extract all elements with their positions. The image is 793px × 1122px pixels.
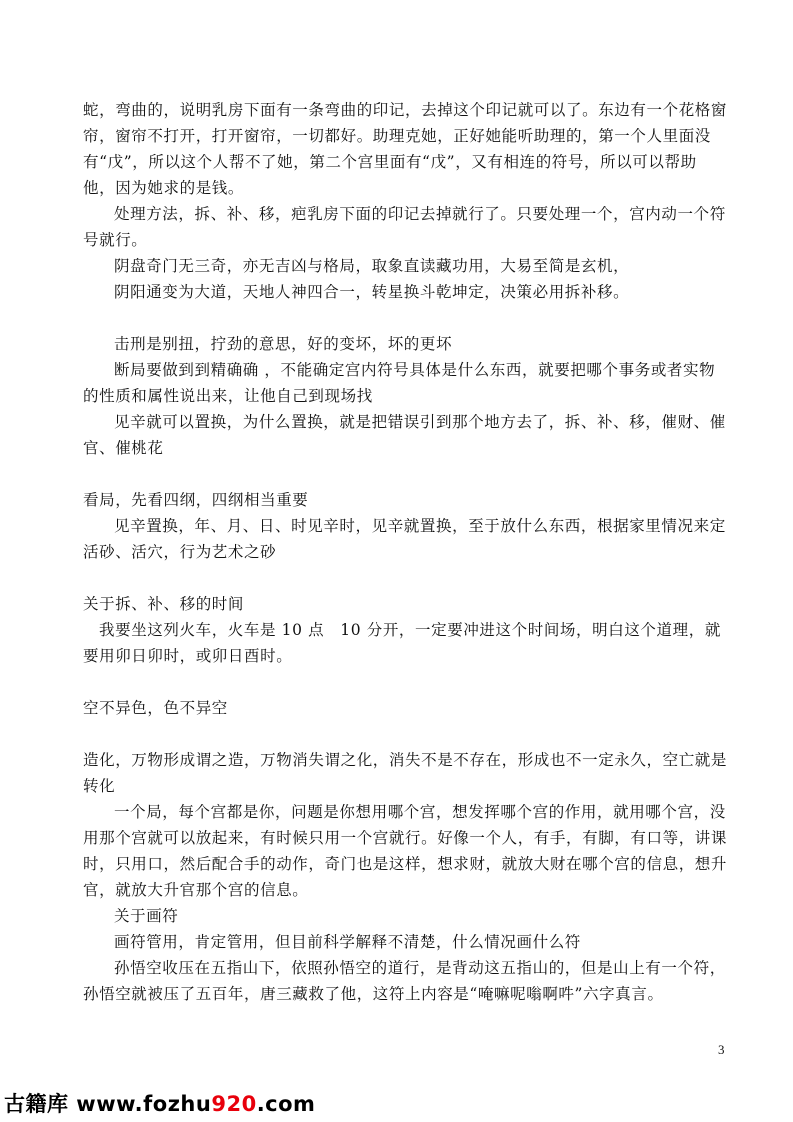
watermark-url-number: 920 — [211, 1092, 257, 1116]
watermark — [4, 1088, 315, 1118]
paragraph-11: 空不异色，色不异空 — [83, 699, 228, 717]
paragraph-14: 画符管用，肯定管用，但目前科学解释不清楚，什么情况画什么符 — [114, 933, 581, 951]
paragraph-2: 处理方法，拆、补、移，疤乳房下面的印记去掉就行了。只要处理一个，宫内动一个符号就行。 — [83, 205, 726, 249]
watermark-url-prefix: www.fozhu — [68, 1092, 212, 1116]
paragraph-8: 看局，先看四纲，四纲相当重要 — [83, 491, 309, 509]
paragraph-13: 一个局，每个宫都是你，问题是你想用哪个宫，想发挥哪个宫的作用，就用哪个宫，没用那个宫就可以放起来，有时候只用一个宫就行。好像一个人，有手，有脚，有口等，讲课时，只用口，然后配合手的动作，奇门也是这样，想求财，就放大财在哪个宫的信息，想升官，就放大升官那个宫的信息。 — [83, 803, 728, 899]
paragraph-3: 阴盘奇门无三奇，亦无吉凶与格局，取象直读藏功用，大易至简是玄机， — [114, 257, 630, 275]
paragraph-15: 孙悟空收压在五指山下，依照孙悟空的道行，是背动这五指山的，但是山上有一个符，孙悟空就被压了五百年，唐三藏救了他，这符上内容是“唵嘛呢嗡啊吽”六字真言。 — [83, 959, 726, 1003]
paragraph-5: 击刑是别扭，拧劲的意思，好的变坏，坏的更坏 — [114, 335, 453, 353]
page-number: 3 — [718, 1042, 725, 1057]
paragraph-12: 造化，万物形成谓之造，万物消失谓之化，消失不是不存在，形成也不一定永久，空亡就是转化 — [83, 751, 728, 795]
section-heading-timing: 关于拆、补、移的时间 — [83, 595, 245, 613]
paragraph-7: 见辛就可以置换，为什么置换，就是把错误引到那个地方去了，拆、补、移，催财、催官、催桃花 — [83, 413, 726, 457]
paragraph-9: 见辛置换，年、月、日、时见辛时，见辛就置换，至于放什么东西，根据家里情况来定活砂、活穴，行为艺术之砂 — [83, 517, 726, 561]
section-heading-talisman: 关于画符 — [114, 907, 179, 925]
paragraph-1: 蛇，弯曲的，说明乳房下面有一条弯曲的印记，去掉这个印记就可以了。东边有一个花格窗帘，窗帘不打开，打开窗帘，一切都好。助理克她，正好她能听助理的，第一个人里面没有“戊”，所以这个人帮不了她，第二个宫里面有“戊”，又有相连的符号，所以可以帮助他，因为她求的是钱。 — [83, 101, 728, 197]
paragraph-4: 阴阳通变为大道，天地人神四合一，转星换斗乾坤定，决策必用拆补移。 — [114, 283, 630, 301]
watermark-site-name: 古籍库 — [4, 1092, 69, 1116]
watermark-url-suffix: .com — [256, 1092, 316, 1116]
paragraph-6: 断局要做到到精确确 ，不能确定宫内符号具体是什么东西，就要把哪个事务或者实物的性质和属性说出来，让他自己到现场找 — [83, 361, 716, 405]
paragraph-10: 我要坐这列火车，火车是 10 点 10 分开，一定要冲进这个时间场，明白这个道理，就要用卯日卯时，或卯日酉时。 — [83, 621, 721, 665]
